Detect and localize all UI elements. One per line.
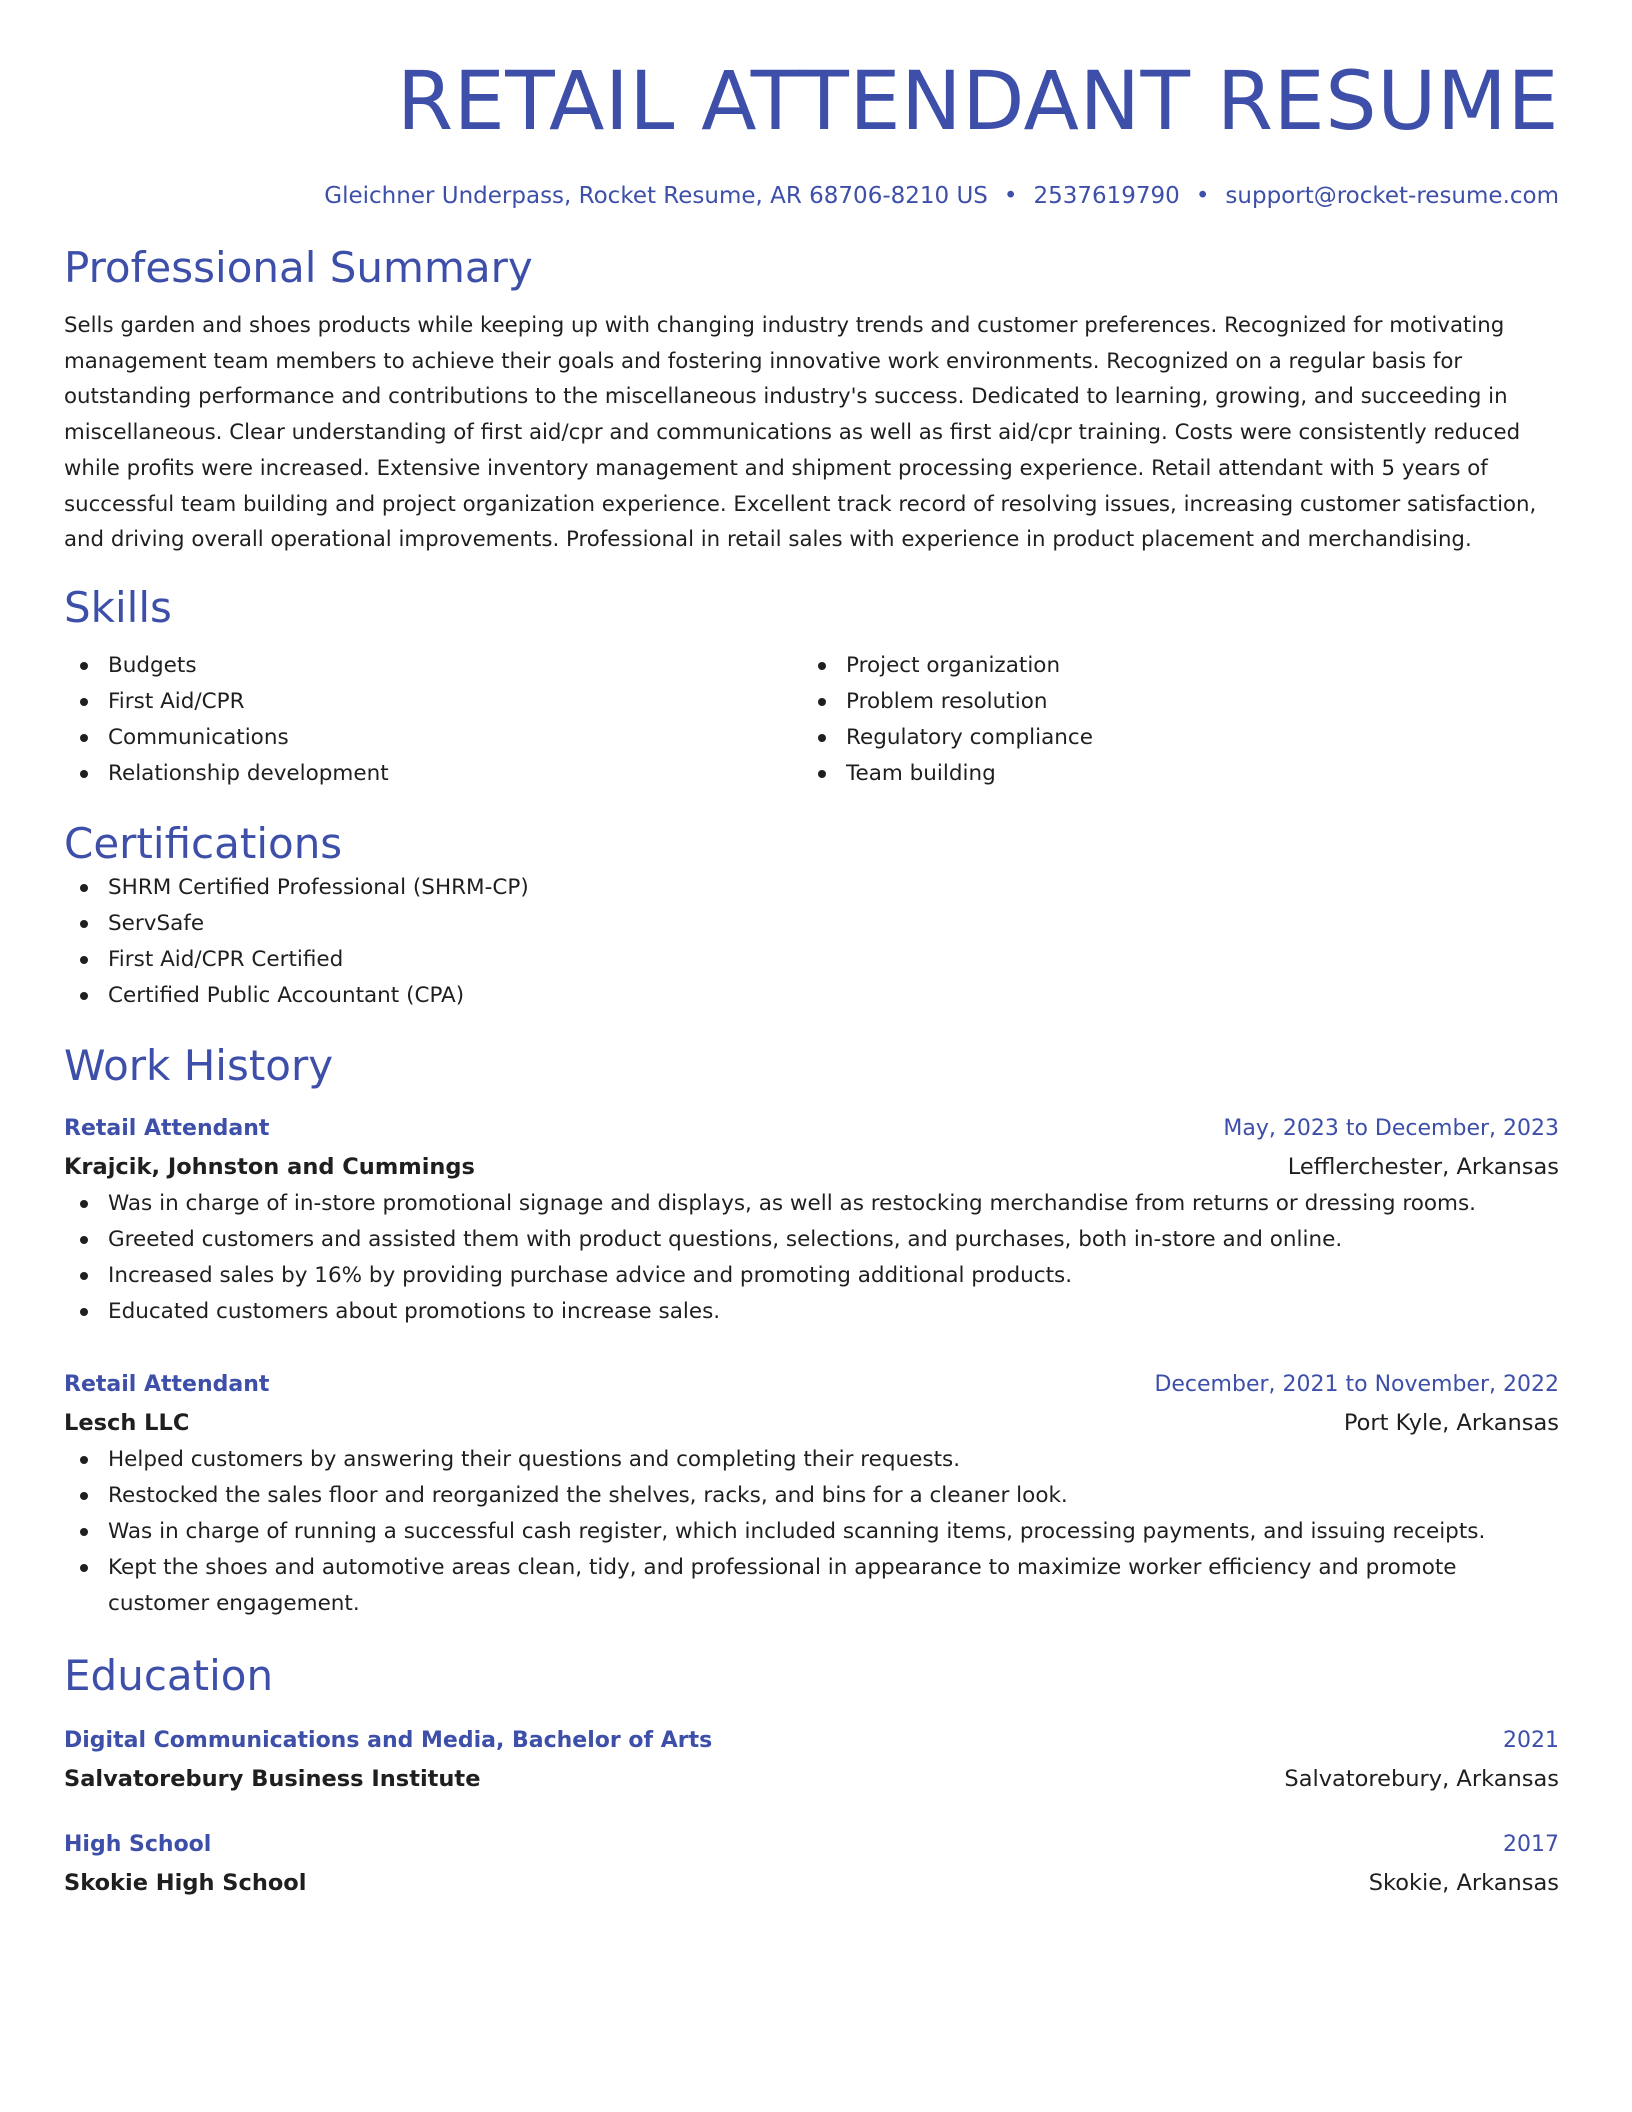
separator-dot: • [1195, 183, 1210, 209]
skills-column-left [64, 648, 802, 792]
bullet-icon [818, 662, 826, 670]
bullet-icon [80, 920, 88, 928]
job-duty-text: Kept the shoes and automotive areas clean, tidy, and professional in appearance to maximize worker efficiency and promote customer engagement. [108, 1554, 1457, 1616]
job-duty-item [64, 1294, 1559, 1330]
job-duty-text: Was in charge of in-store promotional signage and displays, as well as restocking merchandise from returns or dressing rooms. [108, 1190, 1476, 1216]
skills-grid [64, 648, 1559, 792]
contact-phone: 2537619790 [1033, 183, 1180, 209]
work-entry [64, 1366, 1559, 1622]
resume-page [64, 0, 1559, 1902]
certification-item [64, 906, 1559, 942]
school-name: Salvatorebury Business Institute [64, 1765, 481, 1792]
bullet-icon [80, 1492, 88, 1500]
bullet-icon [80, 770, 88, 778]
bullet-icon [818, 770, 826, 778]
graduation-year: 2017 [1503, 1831, 1559, 1857]
company-name: Lesch LLC [64, 1409, 190, 1436]
certification-item [64, 978, 1559, 1014]
job-duty-text: Increased sales by 16% by providing purchase advice and promoting additional products. [108, 1262, 1073, 1288]
contact-line [64, 180, 1559, 212]
company-name: Krajcik, Johnston and Cummings [64, 1153, 475, 1180]
bullet-icon [80, 956, 88, 964]
bullet-icon [818, 734, 826, 742]
skill-item [802, 684, 1540, 720]
job-duties-list [64, 1442, 1559, 1622]
bullet-icon [80, 1308, 88, 1316]
skill-label: Project organization [846, 652, 1061, 678]
work-entry-header [64, 1366, 1559, 1404]
summary-heading: Professional Summary [64, 243, 533, 292]
job-duty-item [64, 1478, 1559, 1514]
skill-item [64, 684, 802, 720]
bullet-icon [80, 1564, 88, 1572]
education-entry [64, 1826, 1559, 1902]
education-entry-header [64, 1826, 1559, 1864]
skills-heading: Skills [64, 582, 172, 632]
bullet-icon [80, 1236, 88, 1244]
certifications-heading: Certifications [64, 818, 343, 868]
bullet-icon [80, 1272, 88, 1280]
certification-label: ServSafe [108, 910, 205, 936]
degree-name: High School [64, 1831, 212, 1857]
separator-dot: • [1003, 183, 1018, 209]
job-dates: May, 2023 to December, 2023 [1223, 1115, 1559, 1141]
skill-item [802, 720, 1540, 756]
skill-item [802, 648, 1540, 684]
job-duty-text: Educated customers about promotions to increase sales. [108, 1298, 721, 1324]
skill-label: Budgets [108, 652, 197, 678]
job-duty-item [64, 1514, 1559, 1550]
job-duty-item [64, 1222, 1559, 1258]
job-title: Retail Attendant [64, 1115, 270, 1141]
certification-item [64, 942, 1559, 978]
skill-item [64, 720, 802, 756]
bullet-icon [818, 698, 826, 706]
degree-name: Digital Communications and Media, Bachelor of Arts [64, 1727, 713, 1753]
job-duty-item [64, 1186, 1559, 1222]
school-location: Skokie, Arkansas [1368, 1869, 1559, 1896]
job-duties-list [64, 1186, 1559, 1330]
work-entry [64, 1110, 1559, 1330]
job-title: Retail Attendant [64, 1371, 270, 1397]
skill-label: Problem resolution [846, 688, 1048, 714]
certification-item [64, 870, 1559, 906]
school-name: Skokie High School [64, 1869, 307, 1896]
skill-item [64, 756, 802, 792]
skill-label: Relationship development [108, 760, 389, 786]
job-duty-item [64, 1442, 1559, 1478]
graduation-year: 2021 [1503, 1727, 1559, 1753]
job-duty-item [64, 1550, 1559, 1622]
education-entry-subheader [64, 1760, 1559, 1798]
bullet-icon [80, 1528, 88, 1536]
skill-label: Regulatory compliance [846, 724, 1093, 750]
bullet-icon [80, 992, 88, 1000]
certification-label: Certified Public Accountant (CPA) [108, 982, 465, 1008]
bullet-icon [80, 698, 88, 706]
work-history-heading: Work History [64, 1040, 334, 1090]
bullet-icon [80, 662, 88, 670]
skill-item [64, 648, 802, 684]
job-dates: December, 2021 to November, 2022 [1154, 1371, 1559, 1397]
job-location: Lefflerchester, Arkansas [1287, 1153, 1559, 1180]
job-duty-text: Greeted customers and assisted them with product questions, selections, and purchases, both in-store and online. [108, 1226, 1343, 1252]
skill-label: First Aid/CPR [108, 688, 245, 714]
certification-label: SHRM Certified Professional (SHRM-CP) [108, 874, 529, 900]
job-location: Port Kyle, Arkansas [1343, 1409, 1559, 1436]
work-entry-subheader [64, 1148, 1559, 1186]
education-entry-subheader [64, 1864, 1559, 1902]
education-heading: Education [64, 1650, 274, 1700]
skills-column-right [802, 648, 1540, 792]
job-duty-text: Restocked the sales floor and reorganized the shelves, racks, and bins for a cleaner look. [108, 1482, 1068, 1508]
summary-text: Sells garden and shoes products while keeping up with changing industry trends and customer preferences. Recognized for motivating management team members to achieve their goals and fostering innovative work environments. Recognized on a regular basis for outstanding performance and contributions to the miscellaneous industry's success. Dedicated to learning, growing, and succeeding in miscellaneous. Clear understanding of first aid/cpr and communications as well as first aid/cpr training. Costs were consistently reduced while profits were increased. Extensive inventory management and shipment processing experience. Retail attendant with 5 years of successful team building and project organization experience. Excellent track record of resolving issues, increasing customer satisfaction, and driving overall operational improvements. Professional in retail sales with experience in product placement and merchandising. [64, 313, 1537, 553]
work-entry-subheader [64, 1404, 1559, 1442]
education-entry [64, 1722, 1559, 1798]
education-entry-header [64, 1722, 1559, 1760]
job-duty-text: Was in charge of running a successful cash register, which included scanning items, processing payments, and issuing receipts. [108, 1518, 1486, 1544]
bullet-icon [80, 734, 88, 742]
school-location: Salvatorebury, Arkansas [1284, 1765, 1559, 1792]
job-duty-text: Helped customers by answering their questions and completing their requests. [108, 1446, 961, 1472]
bullet-icon [80, 884, 88, 892]
resume-title: RETAIL ATTENDANT RESUME [396, 55, 1559, 149]
certifications-list [64, 870, 1559, 1014]
skill-label: Team building [846, 760, 996, 786]
bullet-icon [80, 1456, 88, 1464]
skill-item [802, 756, 1540, 792]
contact-address: Gleichner Underpass, Rocket Resume, AR 68706-8210 US [324, 183, 988, 209]
work-entry-header [64, 1110, 1559, 1148]
certification-label: First Aid/CPR Certified [108, 946, 344, 972]
job-duty-item [64, 1258, 1559, 1294]
skill-label: Communications [108, 724, 289, 750]
bullet-icon [80, 1200, 88, 1208]
contact-email[interactable]: support@rocket-resume.com [1225, 183, 1559, 209]
